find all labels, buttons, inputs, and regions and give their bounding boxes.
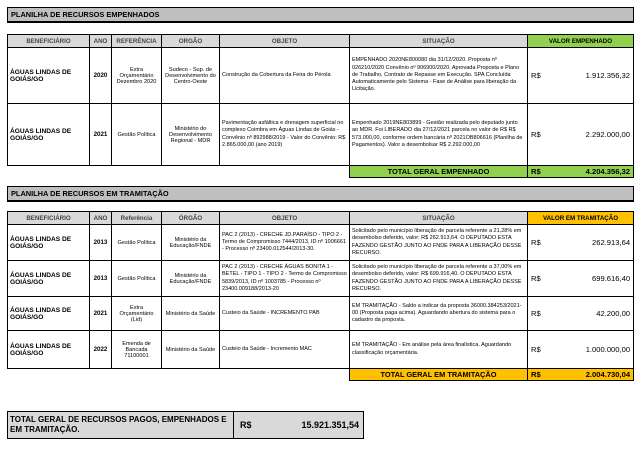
cell-situacao: EMPENHADO 2020NE800080 dia 31/12/2020. Proposta nº 026210/2020 Convênio nº 906900/2020. Aprovada Proposta e Plano de Trabalho, Contrato de Repasse em Execução. SPA Concluída Automaticamente pelo Sistema - Fase de Análise para liberação da Licitação. (350, 48, 528, 104)
cell-referencia: Gestão Política (112, 104, 162, 166)
header-valor-empenhado: VALOR EMPENHADO (528, 35, 634, 48)
cell-beneficiario: ÁGUAS LINDAS DE GOIÁS/GO (8, 104, 90, 166)
cell-ano: 2020 (90, 48, 112, 104)
cell-valor: 1.000.000,00 (546, 331, 634, 369)
total-tramitacao-value: 2.004.730,04 (546, 369, 634, 381)
table-empenhados (7, 7, 634, 178)
cell-objeto: Custeio da Saúde - Incremento MAC (220, 331, 350, 369)
cell-valor: 262.913,64 (546, 225, 634, 261)
cell-situacao: EM TRAMITAÇÃO - Em análise pela área finalística. Aguardando classificação orçamentária. (350, 331, 528, 369)
header-valor-tramitacao: VALOR EM TRAMITAÇÃO (528, 212, 634, 225)
cell-objeto: PAC 2 (2013) - CRECHE JD.PARAÍSO - TIPO 2 - Termo de Compromisso 7444/2013, ID nº 1006661 - Processo nº 23400.012544/2013-30. (220, 225, 350, 261)
section-title: PLANILHA DE RECURSOS EMPENHADOS (8, 8, 634, 23)
header-orgao: ÓRGÃO (162, 212, 220, 225)
header-situacao: SITUAÇÃO (350, 35, 528, 48)
cell-currency: R$ (528, 261, 546, 297)
cell-currency: R$ (528, 104, 546, 166)
table-row (8, 225, 634, 261)
header-ano: ANO (90, 212, 112, 225)
cell-beneficiario: ÁGUAS LINDAS DE GOIÁS/GO (8, 261, 90, 297)
cell-referencia: Extra Orçamentário (Lid) (112, 297, 162, 331)
header-referencia: REFERÊNCIA (112, 35, 162, 48)
cell-beneficiario: ÁGUAS LINDAS DE GOIÁS/GO (8, 225, 90, 261)
cell-currency: R$ (528, 225, 546, 261)
header-beneficiario: BENEFICIÁRIO (8, 212, 90, 225)
table-tramitacao (7, 186, 634, 381)
table-row (8, 297, 634, 331)
cell-orgao: Ministério da Educação/FNDE (162, 261, 220, 297)
cell-referencia: Gestão Política (112, 261, 162, 297)
cell-ano: 2022 (90, 331, 112, 369)
cell-beneficiario: ÁGUAS LINDAS DE GOIÁS/GO (8, 48, 90, 104)
cell-orgao: Ministério da Saúde (162, 331, 220, 369)
cell-ano: 2021 (90, 104, 112, 166)
header-beneficiario: BENEFICIÁRIO (8, 35, 90, 48)
cell-currency: R$ (528, 297, 546, 331)
cell-ano: 2013 (90, 261, 112, 297)
cell-objeto: Pavimentação asfáltica e drenagem superficial no complexo Coimbra em Águas Lindas de Goiás - Convênio nº 892988/2019 - Valor do Convênio: R$ 2.865.000,00 (ano 2019) (220, 104, 350, 166)
header-situacao: SITUAÇÃO (350, 212, 528, 225)
cell-situacao: EM TRAMITAÇÃO - Saldo a indicar da proposta 36000.384253/2021-00 (Proposta paga acima). Aguardando abertura do sistema para o cadastro da proposta. (350, 297, 528, 331)
cell-valor: 42.200,00 (546, 297, 634, 331)
cell-referencia: Extra Orçamentário Dezembro 2020 (112, 48, 162, 104)
cell-ano: 2021 (90, 297, 112, 331)
total-tramitacao-currency: R$ (528, 369, 546, 381)
header-objeto: OBJETO (220, 212, 350, 225)
cell-valor: 2.292.000,00 (546, 104, 634, 166)
cell-orgao: Ministério da Educação/FNDE (162, 225, 220, 261)
cell-valor: 1.912.356,32 (546, 48, 634, 104)
table-row (8, 104, 634, 166)
grand-total-value: 15.921.351,54 (274, 412, 364, 439)
table-row (8, 48, 634, 104)
cell-orgao: Ministério da Saúde (162, 297, 220, 331)
cell-beneficiario: ÁGUAS LINDAS DE GOIÁS/GO (8, 331, 90, 369)
cell-beneficiario: ÁGUAS LINDAS DE GOIÁS/GO (8, 297, 90, 331)
cell-objeto: PAC 2 (2013) - CRECHE ÁGUAS BONITA 1 - BETEL - TIPO 1 - TIPO 2 - Termo de Compromisso 5839/2013, ID nº 1003785 - Processo nº 23400.009188/2013-20 (220, 261, 350, 297)
table-row (8, 261, 634, 297)
cell-orgao: Ministério do Desenvolvimento Regional - MDR (162, 104, 220, 166)
cell-orgao: Sudeco - Sup. de Desenvolvimento do Centro-Oeste (162, 48, 220, 104)
cell-valor: 699.616,40 (546, 261, 634, 297)
header-objeto: OBJETO (220, 35, 350, 48)
cell-situacao: Solicitado pelo município liberação de parcela referente a 37,00% em desembolso deferido, valor: R$ 699.916,40. O DEPUTADO ESTA FAZENDO GESTÃO JUNTO AO FNDE PARA A LIBERAÇÃO DESSE RECURSO. (350, 261, 528, 297)
cell-objeto: Custeio da Saúde - INCREMENTO PAB (220, 297, 350, 331)
grand-total-label: TOTAL GERAL DE RECURSOS PAGOS, EMPENHADOS E EM TRAMITAÇÃO. (8, 412, 234, 439)
total-empenhado-value: 4.204.356,32 (546, 166, 634, 178)
cell-situacao: Empenhado 2019NE803899 - Gestão realizada pelo deputado junto ao MDR. Foi LIBERADO dia 27/12/2021 parcela no valor de R$ R$ 573.000,00, conforme ordem bancária nº 2021OB806616 (Planilha de Pagamentos). Valor a desembolsar R$ 2.292.000,00 (350, 104, 528, 166)
cell-referencia: Emenda de Bancada 71100001 (112, 331, 162, 369)
cell-objeto: Construção da Cobertura da Feira do Pérola (220, 48, 350, 104)
cell-currency: R$ (528, 48, 546, 104)
grand-total (7, 411, 364, 439)
header-referencia: Referência (112, 212, 162, 225)
total-empenhado-currency: R$ (528, 166, 546, 178)
grand-total-currency: R$ (234, 412, 274, 439)
cell-referencia: Gestão Política (112, 225, 162, 261)
section-title: PLANILHA DE RECURSOS EM TRAMITAÇÃO (8, 187, 634, 202)
cell-situacao: Solicitado pelo município liberação de parcela referente a 21,28% em desembolso deferido, valor: R$ 262.913,64. O DEPUTADO ESTA FAZENDO GESTÃO JUNTO AO FNDE PARA A LIBERAÇÃO DESSE RECURSO. (350, 225, 528, 261)
cell-currency: R$ (528, 331, 546, 369)
header-orgao: ORGÃO (162, 35, 220, 48)
header-ano: ANO (90, 35, 112, 48)
cell-ano: 2013 (90, 225, 112, 261)
table-row (8, 331, 634, 369)
total-tramitacao-label: TOTAL GERAL EM TRAMITAÇÃO (350, 369, 528, 381)
total-empenhado-label: TOTAL GERAL EMPENHADO (350, 166, 528, 178)
